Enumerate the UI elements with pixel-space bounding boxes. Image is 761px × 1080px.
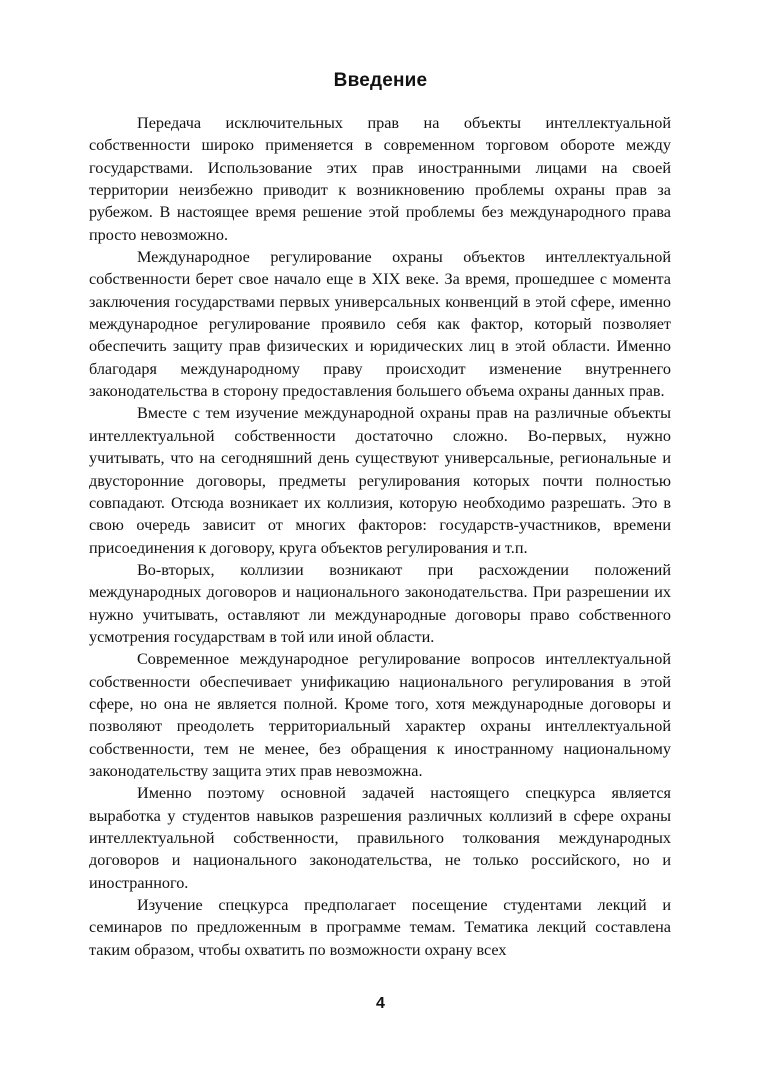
paragraph: Именно поэтому основной задачей настоящего спецкурса является выработка у студентов навыков разрешения различных коллизий в сфере охраны интеллектуальной собственности, правильного толкования международных договоров и национального законодательства, не только российского, но и иностранного. [89, 784, 671, 892]
paragraph: Международное регулирование охраны объектов интеллектуальной собственности берет свое начало еще в XIX веке. За время, прошедшее с момента заключения государствами первых универсальных конвенций в этой сфере, именно международное регулирование проявило себя как фактор, который позволяет обеспечить защиту прав физических и юридических лиц в этой области. Именно благодаря международному праву происходит изменение внутреннего законодательства в сторону предоставления большего объема охраны данных прав. [89, 248, 671, 401]
paragraph: Передача исключительных прав на объекты интеллектуальной собственности широко применяется в современном торговом обороте между государствами. Использование этих прав иностранными лицами на своей территории неизбежно приводит к возникновению проблемы охраны прав за рубежом. В настоящее время решение этой проблемы без международного права просто невозможно. [89, 114, 671, 244]
paragraph: Во-вторых, коллизии возникают при расхождении положений международных договоров и национального законодательства. При разрешении их нужно учитывать, оставляют ли международные договоры право собственного усмотрения государствам в той или иной области. [89, 560, 671, 646]
page-title: Введение [333, 70, 428, 91]
body-text [89, 112, 671, 961]
paragraph: Современное международное регулирование вопросов интеллектуальной собственности обеспечивает унификацию национального регулирования в этой сфере, но она не является полной. Кроме того, хотя международные договоры и позволяют преодолеть территориальный характер охраны интеллектуальной собственности, тем не менее, без обращения к иностранному национальному законодательству защита этих прав невозможна. [89, 650, 671, 780]
page-number: 4 [376, 995, 385, 1012]
paragraph: Вместе с тем изучение международной охраны прав на различные объекты интеллектуальной собственности достаточно сложно. Во-первых, нужно учитывать, что на сегодняшний день существуют универсальные, региональные и двусторонние договоры, предметы регулирования которых почти полностью совпадают. Отсюда возникает их коллизия, которую необходимо разрешать. Это в свою очередь зависит от многих факторов: государств-участников, времени присоединения к договору, круга объектов регулирования и т.п. [89, 404, 671, 557]
paragraph: Изучение спецкурса предполагает посещение студентами лекций и семинаров по предложенным в программе темам. Тематика лекций составлена таким образом, чтобы охватить по возможности охрану всех [89, 896, 671, 959]
